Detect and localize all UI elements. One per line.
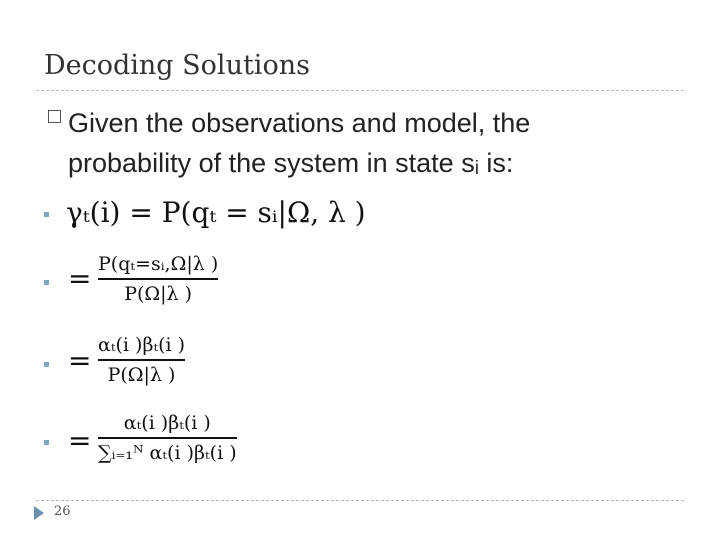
footer-divider: [36, 500, 684, 501]
equals-sign: =: [68, 424, 92, 457]
page-number: 26: [54, 504, 71, 519]
fraction-2-denominator: P(Ω|λ ): [124, 283, 193, 305]
fraction-4-numerator: αₜ(i )βₜ(i ): [123, 412, 211, 434]
bullet-icon: [44, 212, 49, 217]
fraction-bar: [98, 437, 237, 439]
bullet-box-icon: [48, 110, 61, 123]
fraction-4-denominator: ∑ᵢ₌₁ᴺ αₜ(i )βₜ(i ): [98, 442, 237, 464]
slide-title: Decoding Solutions: [44, 50, 310, 81]
fraction-3-denominator: P(Ω|λ ): [107, 364, 176, 386]
equals-sign: =: [68, 262, 92, 295]
fraction-2: [98, 253, 218, 305]
title-divider: [36, 90, 684, 91]
fraction-3-numerator: αₜ(i )βₜ(i ): [98, 334, 186, 356]
gamma-equation: γₜ(i) = P(qₜ = sᵢ|Ω, λ ): [66, 196, 366, 229]
bullet-text-line-2: probability of the system in state sᵢ is:: [68, 148, 514, 178]
equals-sign: =: [68, 344, 92, 377]
fraction-2-numerator: P(qₜ=sᵢ,Ω|λ ): [98, 253, 219, 275]
fraction-bar: [98, 278, 218, 280]
bullet-text-line-1: Given the observations and model, the: [68, 108, 531, 138]
fraction-bar: [98, 359, 185, 361]
bullet-icon: [44, 440, 49, 445]
bullet-icon: [44, 280, 49, 285]
fraction-3: [98, 334, 185, 386]
triangle-arrow-icon: [34, 506, 44, 520]
fraction-4: [98, 412, 237, 464]
bullet-icon: [44, 362, 49, 367]
